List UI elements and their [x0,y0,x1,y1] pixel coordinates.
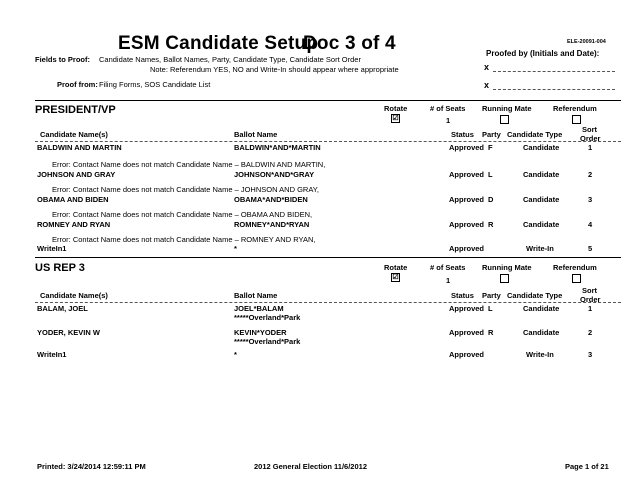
sort-value: 2 [588,328,593,337]
ballot-name-line2: *****Overland*Park [234,337,301,346]
candidate-names-header: Candidate Name(s) [40,130,108,139]
rotate-checkbox[interactable]: ☑ [392,274,399,281]
status-value: Approved [449,244,485,253]
sort-header-2: Order [580,295,601,304]
section-title: US REP 3 [35,262,85,274]
ballot-name: KEVIN*YODER [234,328,287,337]
doc-label: Doc 3 of 4 [303,33,396,54]
candidate-name: OBAMA AND BIDEN [37,195,109,204]
sort-value: 1 [588,304,593,313]
x-mark-1: x [484,62,490,72]
candidate-type-header: Candidate Type [507,291,563,300]
seats-value: 1 [446,116,451,125]
error-message: Error: Contact Name does not match Candidate Name – JOHNSON AND GRAY, [52,185,319,194]
status-value: Approved [449,220,485,229]
candidate-name: JOHNSON AND GRAY [37,170,116,179]
party-header: Party [482,291,501,300]
status-value: Approved [449,143,485,152]
fields-value: Candidate Names, Ballot Names, Party, Candidate Type, Candidate Sort Order [99,55,361,64]
ballot-name: * [234,350,237,359]
type-value: Candidate [523,195,560,204]
ballot-name-line2: *****Overland*Park [234,313,301,322]
referendum-header: Referendum [553,263,597,272]
party-header: Party [482,130,501,139]
ballot-name: JOEL*BALAM [234,304,284,313]
sort-value: 3 [588,350,593,359]
type-value: Candidate [523,304,560,313]
candidate-name: WriteIn1 [37,244,67,253]
ballot-name: JOHNSON*AND*GRAY [234,170,315,179]
referendum-header: Referendum [553,104,597,113]
error-message: Error: Contact Name does not match Candidate Name – OBAMA AND BIDEN, [52,210,313,219]
party-value: L [488,304,493,313]
candidate-name: BALDWIN AND MARTIN [37,143,122,152]
running-mate-checkbox[interactable] [500,274,509,283]
header-underline [35,141,621,142]
section-divider [35,100,621,101]
candidate-type-header: Candidate Type [507,130,563,139]
election-name: 2012 General Election 11/6/2012 [254,462,367,471]
candidate-name: ROMNEY AND RYAN [37,220,111,229]
seats-value: 1 [446,276,451,285]
type-value: Write-In [526,244,554,253]
rotate-checkbox[interactable]: ☑ [392,115,399,122]
ballot-name-header: Ballot Name [234,291,278,300]
party-value: L [488,170,493,179]
error-message: Error: Contact Name does not match Candidate Name – BALDWIN AND MARTIN, [52,160,326,169]
signature-line-1 [493,71,615,72]
ballot-name: OBAMA*AND*BIDEN [234,195,308,204]
type-value: Candidate [523,170,560,179]
sort-value: 1 [588,143,593,152]
sort-value: 4 [588,220,593,229]
signature-line-2 [493,89,615,90]
type-value: Candidate [523,220,560,229]
x-mark-2: x [484,80,490,90]
ballot-name: BALDWIN*AND*MARTIN [234,143,321,152]
rotate-header: Rotate [384,104,408,113]
doc-code: ELE-20091-004 [567,39,606,45]
ballot-name: ROMNEY*AND*RYAN [234,220,310,229]
referendum-checkbox[interactable] [572,115,581,124]
status-value: Approved [449,350,485,359]
fields-label: Fields to Proof: [35,55,90,64]
party-value: D [488,195,494,204]
sort-value: 5 [588,244,593,253]
rotate-header: Rotate [384,263,408,272]
ballot-name: * [234,244,237,253]
sort-header-2: Order [580,134,601,143]
sort-value: 2 [588,170,593,179]
page-number: Page 1 of 21 [565,462,609,471]
printed-timestamp: Printed: 3/24/2014 12:59:11 PM [37,462,146,471]
candidate-name: WriteIn1 [37,350,67,359]
section-divider [35,257,621,258]
type-value: Candidate [523,328,560,337]
seats-header: # of Seats [430,104,466,113]
ballot-name-header: Ballot Name [234,130,278,139]
seats-header: # of Seats [430,263,466,272]
status-value: Approved [449,328,485,337]
proof-from-label: Proof from: [57,80,98,89]
sort-header-1: Sort [582,286,597,295]
referendum-checkbox[interactable] [572,274,581,283]
type-value: Candidate [523,143,560,152]
proof-from-value: Filing Forms, SOS Candidate List [99,80,211,89]
sort-value: 3 [588,195,593,204]
party-value: R [488,328,494,337]
party-value: R [488,220,494,229]
type-value: Write-In [526,350,554,359]
status-value: Approved [449,195,485,204]
note-text: Note: Referendum YES, NO and Write-In should appear where appropriate [150,65,399,74]
status-value: Approved [449,170,485,179]
candidate-name: BALAM, JOEL [37,304,88,313]
section-title: PRESIDENT/VP [35,104,116,116]
candidate-names-header: Candidate Name(s) [40,291,108,300]
running-mate-checkbox[interactable] [500,115,509,124]
status-header: Status [451,130,474,139]
error-message: Error: Contact Name does not match Candidate Name – ROMNEY AND RYAN, [52,235,316,244]
page-title: ESM Candidate Setup [118,33,319,54]
sort-header-1: Sort [582,125,597,134]
running-mate-header: Running Mate [482,263,532,272]
status-header: Status [451,291,474,300]
candidate-name: YODER, KEVIN W [37,328,100,337]
header-underline [35,302,621,303]
proofed-by-label: Proofed by (Initials and Date): [486,49,600,58]
party-value: F [488,143,493,152]
status-value: Approved [449,304,485,313]
running-mate-header: Running Mate [482,104,532,113]
